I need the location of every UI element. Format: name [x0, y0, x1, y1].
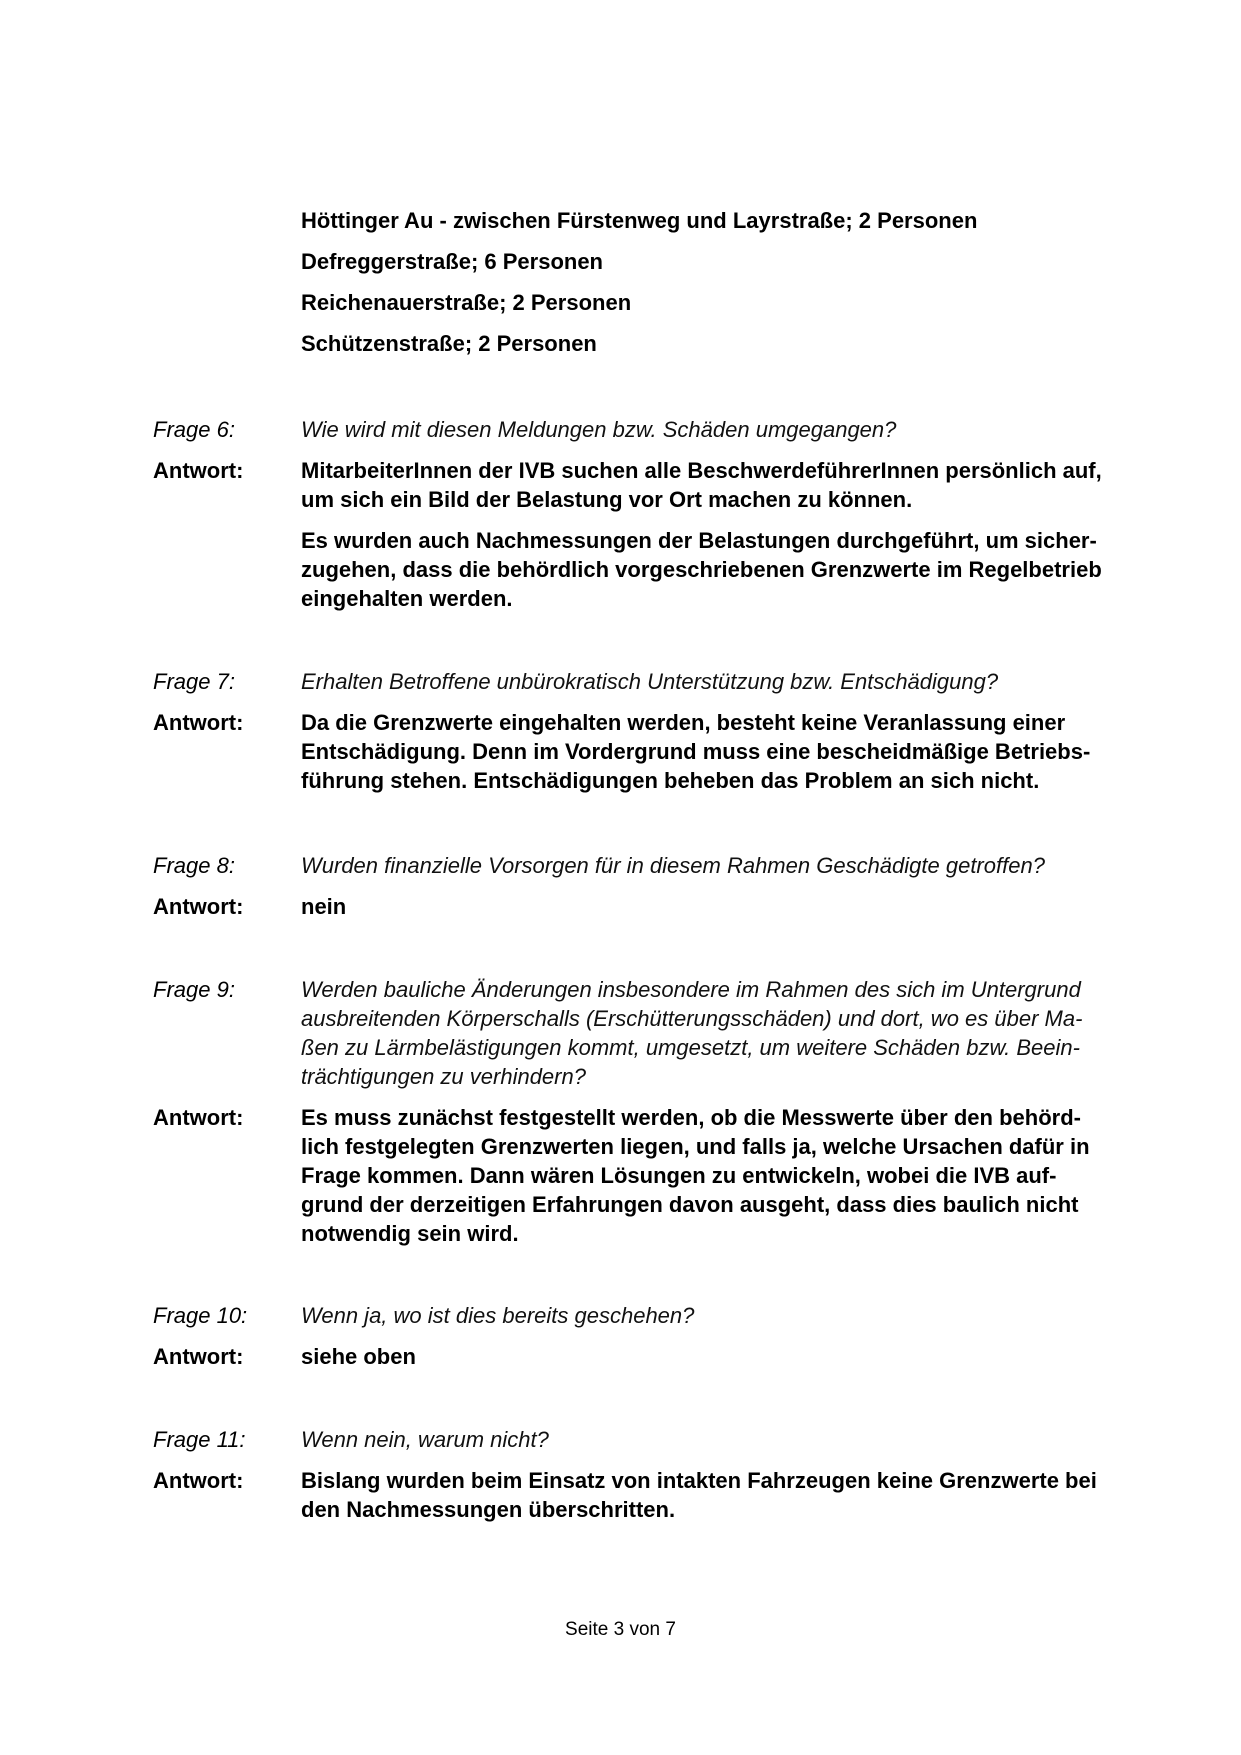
answer-row — [153, 1103, 1153, 1248]
question-label: Frage 6: — [153, 417, 235, 442]
question-text — [301, 667, 1137, 696]
answer-line: um sich ein Bild der Belastung vor Ort machen zu können. — [301, 487, 913, 512]
answer-text — [301, 892, 1137, 921]
answer-line: grund der derzeitigen Erfahrungen davon ausgeht, dass dies baulich nicht — [301, 1192, 1079, 1217]
answer-row — [153, 1466, 1153, 1524]
location-entry: Defreggerstraße; 6 Personen — [301, 249, 603, 274]
question-row — [153, 1425, 1153, 1454]
page-number: Seite 3 von 7 — [565, 1619, 676, 1640]
question-line: Wie wird mit diesen Meldungen bzw. Schäden umgegangen? — [301, 417, 897, 442]
answer-line: Da die Grenzwerte eingehalten werden, besteht keine Veranlassung einer — [301, 710, 1066, 735]
question-label: Frage 9: — [153, 977, 235, 1002]
answer-label: Antwort: — [153, 710, 244, 735]
answer-paragraph — [301, 1103, 1137, 1248]
question-line: Erhalten Betroffene unbürokratisch Unterstützung bzw. Entschädigung? — [301, 669, 999, 694]
question-text — [301, 1301, 1137, 1330]
answer-paragraph — [301, 526, 1137, 613]
answer-paragraph — [301, 708, 1137, 795]
question-text — [301, 851, 1137, 880]
qa-block-8 — [153, 851, 1153, 921]
answer-text — [301, 456, 1137, 613]
answer-paragraph — [301, 892, 1137, 921]
location-entry: Schützenstraße; 2 Personen — [301, 331, 597, 356]
location-entry: Reichenauerstraße; 2 Personen — [301, 290, 632, 315]
qa-block-10 — [153, 1301, 1153, 1371]
answer-line: eingehalten werden. — [301, 586, 513, 611]
answer-line: nein — [301, 894, 347, 919]
answer-label: Antwort: — [153, 458, 244, 483]
answer-line: Bislang wurden beim Einsatz von intakten Fahrzeugen keine Grenzwerte bei — [301, 1468, 1097, 1493]
answer-label: Antwort: — [153, 1105, 244, 1130]
answer-line: lich festgelegten Grenzwerten liegen, und falls ja, welche Ursachen dafür in — [301, 1134, 1090, 1159]
answer-line: notwendig sein wird. — [301, 1221, 519, 1246]
question-text — [301, 975, 1137, 1091]
answer-line: Es muss zunächst festgestellt werden, ob die Messwerte über den behörd- — [301, 1105, 1081, 1130]
question-text — [301, 415, 1137, 444]
question-line: trächtigungen zu verhindern? — [301, 1064, 586, 1089]
question-line: Wenn nein, warum nicht? — [301, 1427, 549, 1452]
answer-line: siehe oben — [301, 1344, 416, 1369]
qa-block-7 — [153, 667, 1153, 795]
question-label: Frage 10: — [153, 1303, 248, 1328]
qa-block-6 — [153, 415, 1153, 613]
answer-label: Antwort: — [153, 1344, 244, 1369]
question-row — [153, 1301, 1153, 1330]
question-line: Wurden finanzielle Vorsorgen für in diesem Rahmen Geschädigte getroffen? — [301, 853, 1045, 878]
answer-row — [153, 456, 1153, 613]
question-line: ausbreitenden Körperschalls (Erschütterungsschäden) und dort, wo es über Ma- — [301, 1006, 1083, 1031]
answer-text — [301, 1466, 1137, 1524]
question-label: Frage 8: — [153, 853, 235, 878]
location-list — [301, 206, 1141, 370]
answer-line: führung stehen. Entschädigungen beheben das Problem an sich nicht. — [301, 768, 1040, 793]
question-line: ßen zu Lärmbelästigungen kommt, umgesetzt, um weitere Schäden bzw. Beein- — [301, 1035, 1080, 1060]
answer-line: den Nachmessungen überschritten. — [301, 1497, 676, 1522]
question-row — [153, 975, 1153, 1091]
answer-line: Es wurden auch Nachmessungen der Belastungen durchgeführt, um sicher- — [301, 528, 1097, 553]
answer-line: MitarbeiterInnen der IVB suchen alle BeschwerdeführerInnen persönlich auf, — [301, 458, 1102, 483]
question-row — [153, 851, 1153, 880]
answer-text — [301, 1342, 1137, 1371]
answer-line: Frage kommen. Dann wären Lösungen zu entwickeln, wobei die IVB auf- — [301, 1163, 1057, 1188]
answer-label: Antwort: — [153, 894, 244, 919]
answer-row — [153, 1342, 1153, 1371]
answer-text — [301, 1103, 1137, 1248]
answer-paragraph — [301, 1342, 1137, 1371]
qa-block-9 — [153, 975, 1153, 1248]
answer-row — [153, 892, 1153, 921]
answer-line: Entschädigung. Denn im Vordergrund muss eine bescheidmäßige Betriebs- — [301, 739, 1091, 764]
location-entry: Höttinger Au - zwischen Fürstenweg und Layrstraße; 2 Personen — [301, 208, 978, 233]
answer-paragraph — [301, 456, 1137, 514]
question-row — [153, 667, 1153, 696]
answer-paragraph — [301, 1466, 1137, 1524]
question-label: Frage 11: — [153, 1427, 246, 1452]
question-label: Frage 7: — [153, 669, 235, 694]
answer-label: Antwort: — [153, 1468, 244, 1493]
answer-line: zugehen, dass die behördlich vorgeschriebenen Grenzwerte im Regelbetrieb — [301, 557, 1102, 582]
question-line: Wenn ja, wo ist dies bereits geschehen? — [301, 1303, 695, 1328]
answer-text — [301, 708, 1137, 795]
question-text — [301, 1425, 1137, 1454]
qa-block-11 — [153, 1425, 1153, 1524]
question-line: Werden bauliche Änderungen insbesondere im Rahmen des sich im Untergrund — [301, 977, 1081, 1002]
question-row — [153, 415, 1153, 444]
answer-row — [153, 708, 1153, 795]
